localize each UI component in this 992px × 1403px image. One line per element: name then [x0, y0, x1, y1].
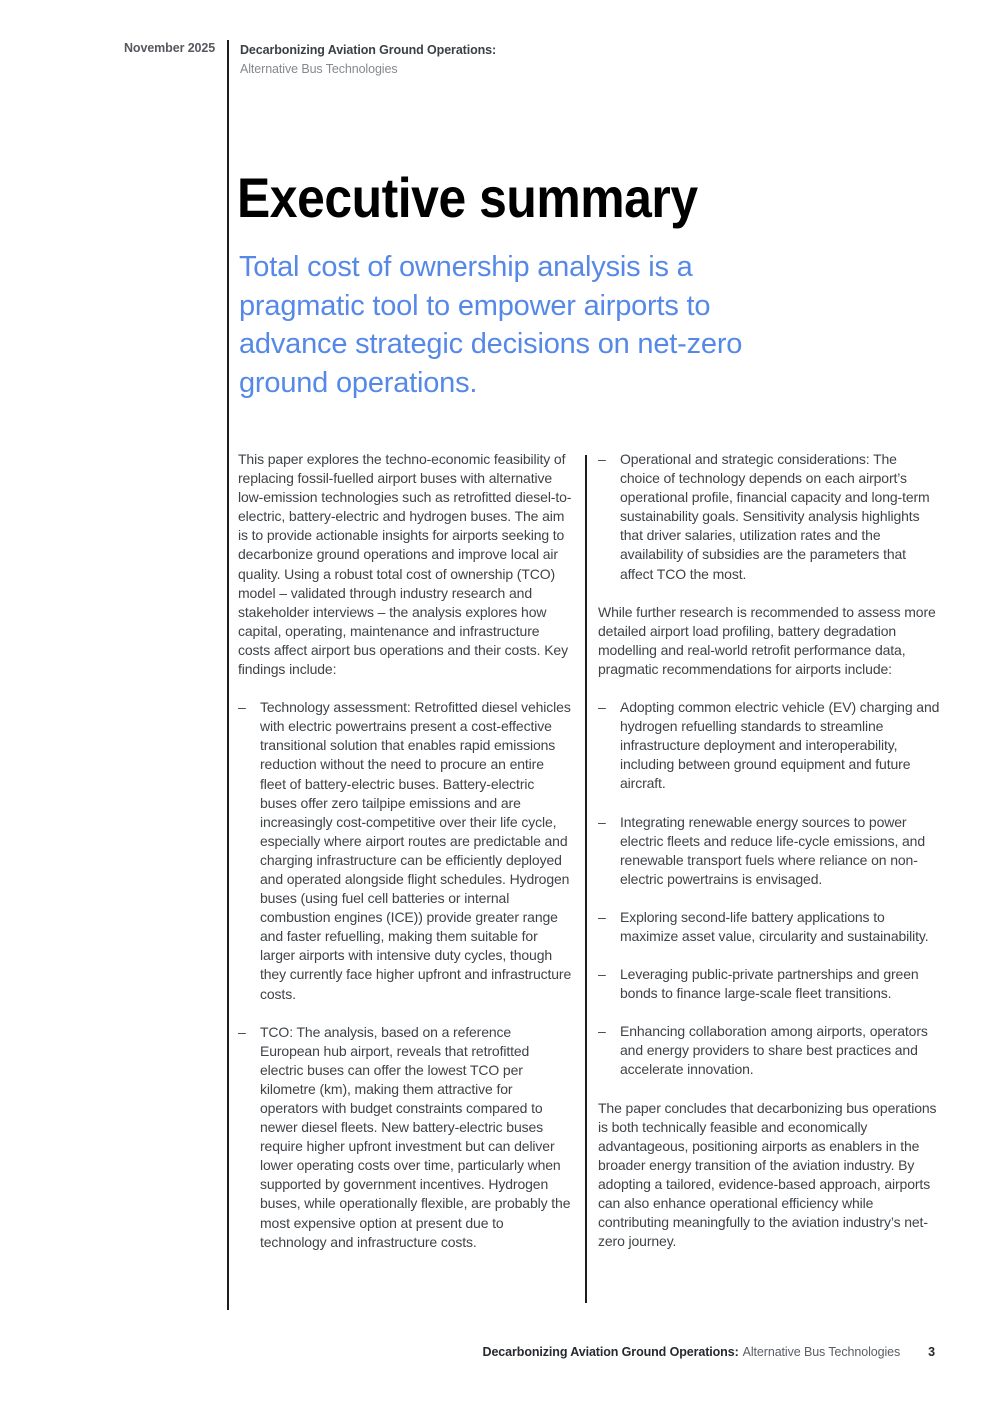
column-divider-rule — [585, 455, 587, 1303]
bullet-dash: – — [238, 699, 246, 716]
header-doc-title-line1: Decarbonizing Aviation Ground Operations: — [240, 43, 497, 57]
bullet-text: Leveraging public-private partnerships and green bonds to finance large-scale fleet transitions. — [620, 966, 919, 1002]
bullet-item-collaboration — [598, 1022, 940, 1079]
bullet-dash: – — [598, 813, 606, 830]
bullet-text: Operational and strategic considerations: The choice of technology depends on each airport’s operational profile, financial capacity and long-term sustainability goals. Sensitivity analysis highlights that driver salaries, utilization rates and the availability of subsidies are the parameters that affect TCO the most. — [620, 451, 930, 582]
bullet-item-public-private-partnerships — [598, 965, 940, 1003]
intro-paragraph: This paper explores the techno-economic feasibility of replacing fossil-fuelled airport buses with alternative low-emission technologies such as retrofitted diesel-to-electric, battery-electric and hydrogen buses. The aim is to provide actionable insights for airports seeking to decarbonize ground operations and improve local air quality. Using a robust total cost of ownership (TCO) model – validated through industry research and stakeholder interviews – the analysis explores how capital, operating, maintenance and infrastructure costs affect airport bus operations and their costs. Key findings include: — [238, 451, 572, 678]
right-column — [598, 450, 940, 1251]
left-vertical-rule — [227, 40, 229, 1310]
bullet-text: Enhancing collaboration among airports, operators and energy providers to share best practices and accelerate innovation. — [620, 1023, 928, 1078]
bullet-dash: – — [238, 1023, 246, 1040]
page-footer — [0, 1345, 935, 1359]
header-doc-title-line2: Alternative Bus Technologies — [240, 62, 398, 76]
bullet-item-technology-assessment — [238, 698, 572, 1004]
left-column — [238, 450, 572, 1252]
bullet-item-operational-considerations — [598, 450, 940, 584]
footer-doc-title-rest: Alternative Bus Technologies — [742, 1345, 901, 1359]
page-number: 3 — [928, 1345, 935, 1359]
bullet-item-renewable-energy — [598, 813, 940, 889]
bullet-text: Exploring second-life battery applications to maximize asset value, circularity and sustainability. — [620, 908, 929, 944]
bullet-text: Integrating renewable energy sources to power electric fleets and reduce life-cycle emissions, and renewable transport fuels where reliance on non-electric powertrains is envisaged. — [620, 813, 926, 887]
bullet-item-adopting-standards — [598, 698, 940, 793]
page-subtitle: Total cost of ownership analysis is a pragmatic tool to empower airports to advance strategic decisions on net-zero ground operations. — [239, 251, 743, 399]
bullet-text: Adopting common electric vehicle (EV) charging and hydrogen refuelling standards to streamline infrastructure deployment and interoperability, including between ground equipment and future aircraft. — [620, 699, 940, 792]
page-title: Executive summary — [237, 166, 698, 229]
bullet-text: TCO: The analysis, based on a reference European hub airport, reveals that retrofitted electric buses can offer the lowest TCO per kilometre (km), making them attractive for operators with budget constraints compared to newer diesel fleets. New battery-electric buses require higher upfront investment but can deliver lower operating costs over time, particularly when supported by government incentives. Hydrogen buses, while operationally flexible, are probably the most expensive option at present due to technology and infrastructure costs. — [260, 1023, 571, 1250]
header-date: November 2025 — [124, 41, 216, 55]
bullet-dash: – — [598, 699, 606, 716]
bullet-item-second-life-battery — [598, 908, 940, 946]
bullet-dash: – — [598, 451, 606, 467]
bullet-dash: – — [598, 1023, 606, 1040]
footer-doc-title-bold: Decarbonizing Aviation Ground Operations: — [482, 1345, 739, 1359]
bullet-dash: – — [598, 966, 606, 983]
bullet-dash: – — [598, 908, 606, 925]
bullet-text: Technology assessment: Retrofitted diesel vehicles with electric powertrains present a cost-effective transitional solution that enables rapid emissions reduction without the need to procure an entire fleet of battery-electric buses. Battery-electric buses offer zero tailpipe emissions and are increasingly cost-competitive over their life cycle, especially where airport routes are predictable and charging infrastructure can be efficiently deployed and operated alongside flight schedules. Hydrogen buses (using fuel cell batteries or internal combustion engines (ICE)) provide greater range and faster refuelling, making them suitable for larger airports with intensive duty cycles, though they currently face higher upfront and infrastructure costs. — [260, 699, 572, 1002]
recommendations-intro-paragraph: While further research is recommended to assess more detailed airport load profiling, battery degradation modelling and real-world retrofit performance data, pragmatic recommendations for airports include: — [598, 603, 936, 677]
header-doc-title — [240, 41, 496, 79]
bullet-item-tco — [238, 1023, 572, 1252]
closing-paragraph: The paper concludes that decarbonizing bus operations is both technically feasible and economically advantageous, positioning airports as enablers in the broader energy transition of the aviation industry. By adopting a tailored, evidence-based approach, airports can also enhance operational efficiency while contributing meaningfully to the aviation industry’s net-zero journey. — [598, 1099, 937, 1250]
